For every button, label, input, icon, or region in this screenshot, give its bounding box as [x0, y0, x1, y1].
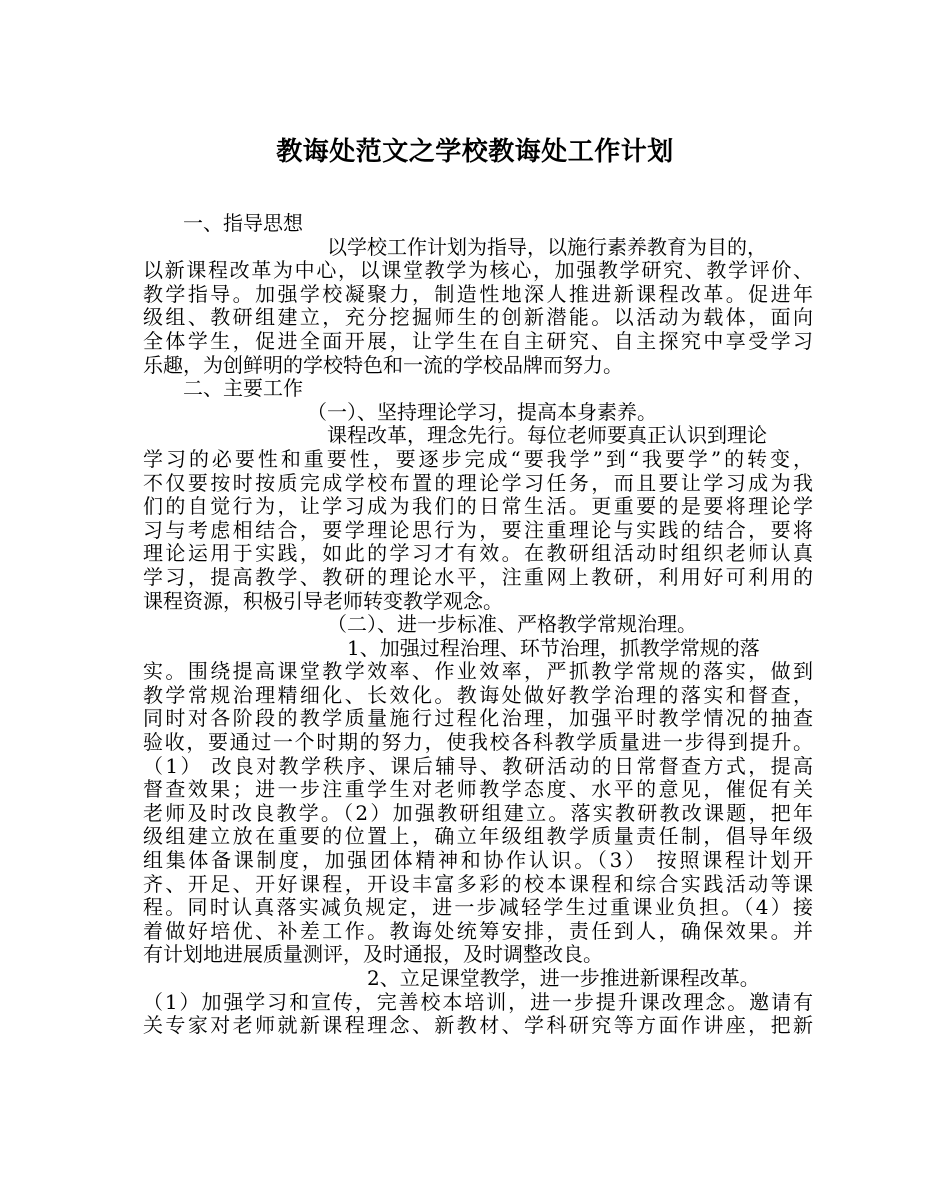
body-line: 组集体备课制度，加强团体精神和协作认识。（3） 按照课程计划开 [143, 848, 813, 873]
body-line: 教学常规治理精细化、长效化。教诲处做好教学治理的落实和督查， [143, 682, 813, 707]
body-line: （二）、进一步标准、严格教学常规治理。 [327, 612, 697, 637]
body-line: 程。同时认真落实减负规定，进一步减轻学生过重课业负担。（4）接 [143, 895, 813, 920]
body-line: 一、指导思想 [183, 211, 303, 235]
body-line: 1、加强过程治理、环节治理，抓教学常规的落 [347, 635, 760, 660]
body-line: 学习，提高教学、教研的理论水平，注重网上教研，利用好可利用的 [143, 564, 813, 589]
body-line: 学习的必要性和重要性，要逐步完成“要我学”到“我要学”的转变， [143, 446, 813, 471]
body-line: （一）、坚持理论学习，提高本身素养。 [307, 399, 657, 424]
body-line: 关专家对老师就新课程理念、新教材、学科研究等方面作讲座，把新 [143, 1013, 813, 1038]
body-line: 以新课程改革为中心，以课堂教学为核心，加强教学研究、教学评价、 [143, 258, 813, 283]
body-line: 以学校工作计划为指导，以施行素养教育为目的， [327, 234, 767, 259]
body-line: 同时对各阶段的教学质量施行过程化治理，加强平时教学情况的抽查 [143, 706, 813, 731]
body-line: 督查效果；进一步注重学生对老师教学态度、水平的意见，催促有关 [143, 777, 813, 802]
body-line: 级组、教研组建立，充分挖掘师生的创新潜能。以活动为载体，面向 [143, 305, 813, 330]
body-line: （1）加强学习和宣传，完善校本培训，进一步提升课改理念。邀请有 [143, 989, 813, 1014]
body-line: 着做好培优、补差工作。教诲处统筹安排，责任到人，确保效果。并 [143, 918, 813, 943]
body-line: 二、主要工作 [183, 376, 303, 401]
body-line: 理论运用于实践，如此的学习才有效。在教研组活动时组织老师认真 [143, 541, 813, 566]
body-line: 老师及时改良教学。（2）加强教研组建立。落实教研教改课题，把年 [143, 800, 813, 825]
body-line: 们的自觉行为，让学习成为我们的日常生活。更重要的是要将理论学 [143, 494, 813, 519]
body-line: 有计划地进展质量测评，及时通报，及时调整改良。 [143, 942, 603, 967]
body-line: 乐趣，为创鲜明的学校特色和一流的学校品牌而努力。 [143, 352, 623, 377]
body-line: 课程改革，理念先行。每位老师要真正认识到理论 [327, 423, 767, 448]
body-line: 2、立足课堂教学，进一步推进新课程改革。 [367, 966, 760, 990]
body-line: 不仅要按时按质完成学校布置的理论学习任务，而且要让学习成为我 [143, 470, 813, 495]
body-line: 验收，要通过一个时期的努力，使我校各科教学质量进一步得到提升。 [143, 730, 813, 755]
body-line: 实。围绕提高课堂教学效率、作业效率，严抓教学常规的落实，做到 [143, 659, 813, 684]
body-line: 齐、开足、开好课程，开设丰富多彩的校本课程和综合实践活动等课 [143, 871, 813, 896]
document-body [143, 212, 813, 1038]
body-line: （1） 改良对教学秩序、课后辅导、教研活动的日常督查方式，提高 [143, 753, 813, 778]
body-line: 教学指导。加强学校凝聚力，制造性地深人推进新课程改革。促进年 [143, 281, 813, 306]
body-line: 全体学生，促进全面开展，让学生在自主研究、自主探究中享受学习 [143, 328, 813, 353]
document-title: 教诲处范文之学校教诲处工作计划 [276, 137, 674, 167]
body-line: 习与考虑相结合，要学理论思行为，要注重理论与实践的结合，要将 [143, 517, 813, 542]
body-line: 级组建立放在重要的位置上，确立年级组教学质量责任制，倡导年级 [143, 824, 813, 849]
body-line: 课程资源，积极引导老师转变教学观念。 [143, 588, 503, 613]
